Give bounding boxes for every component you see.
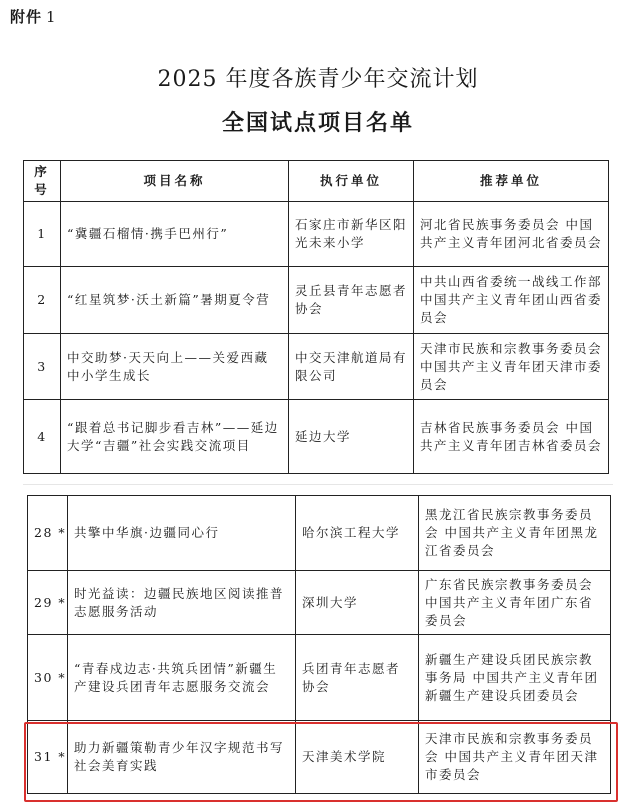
project-name: 中交助梦·天天向上——关爱西藏中小学生成长 [61,334,289,400]
table-row [28,496,611,571]
document-title-line1: 2025 年度各族青少年交流计划 [157,67,479,92]
executor-unit: 兵团青年志愿者协会 [296,635,419,721]
project-name: “红星筑梦·沃土新篇”暑期夏令营 [61,267,289,334]
col-header-recommender: 推荐单位 [414,161,609,202]
table-header-row [24,161,609,202]
executor-unit: 石家庄市新华区阳光未来小学 [289,202,414,267]
executor-unit: 中交天津航道局有限公司 [289,334,414,400]
table-row [24,267,609,334]
row-number: 31 * [28,721,68,794]
row-number: 2 [24,267,61,334]
row-number: 30 * [28,635,68,721]
col-header-executor: 执行单位 [289,161,414,202]
page-gap-divider [23,484,613,492]
row-number: 29 * [28,571,68,635]
row-number: 1 [24,202,61,267]
recommender-unit: 河北省民族事务委员会 中国共产主义青年团河北省委员会 [414,202,609,267]
project-name: 共擎中华旗·边疆同心行 [68,496,296,571]
executor-unit: 哈尔滨工程大学 [296,496,419,571]
row-number: 3 [24,334,61,400]
row-number: 28 * [28,496,68,571]
executor-unit: 深圳大学 [296,571,419,635]
highlight-box-row-31 [24,722,618,802]
table-row [28,571,611,635]
attachment-label [10,6,57,27]
executor-unit: 灵丘县青年志愿者协会 [289,267,414,334]
project-name: “冀疆石榴情·携手巴州行” [61,202,289,267]
document-title-line2: 全国试点项目名单 [221,110,414,136]
project-name: “跟着总书记脚步看吉林”——延边大学“吉疆”社会实践交流项目 [61,400,289,474]
recommender-unit: 中共山西省委统一战线工作部 中国共产主义青年团山西省委员会 [414,267,609,334]
col-header-no: 序号 [24,161,61,202]
table-row [24,202,609,267]
recommender-unit: 天津市民族和宗教事务委员会 中国共产主义青年团天津市委员会 [414,334,609,400]
executor-unit: 延边大学 [289,400,414,474]
attachment-number: 1 [46,8,57,26]
recommender-unit: 广东省民族宗教事务委员会 中国共产主义青年团广东省委员会 [419,571,611,635]
table-row [24,400,609,474]
row-number: 4 [24,400,61,474]
project-name: 助力新疆策勒青少年汉字规范书写社会美育实践 [68,721,296,794]
table-row [24,334,609,400]
recommender-unit: 吉林省民族事务委员会 中国共产主义青年团吉林省委员会 [414,400,609,474]
recommender-unit: 新疆生产建设兵团民族宗教事务局 中国共产主义青年团新疆生产建设兵团委员会 [419,635,611,721]
executor-unit: 天津美术学院 [296,721,419,794]
recommender-unit: 天津市民族和宗教事务委员会 中国共产主义青年团天津市委员会 [419,721,611,794]
col-header-project: 项目名称 [61,161,289,202]
table-row [28,635,611,721]
project-name: “青春戍边志·共筑兵团情”新疆生产建设兵团青年志愿服务交流会 [68,635,296,721]
attachment-label-text: 附件 [10,8,43,26]
recommender-unit: 黑龙江省民族宗教事务委员会 中国共产主义青年团黑龙江省委员会 [419,496,611,571]
project-table-top [23,160,609,474]
project-name: 时光益读：边疆民族地区阅读推普志愿服务活动 [68,571,296,635]
